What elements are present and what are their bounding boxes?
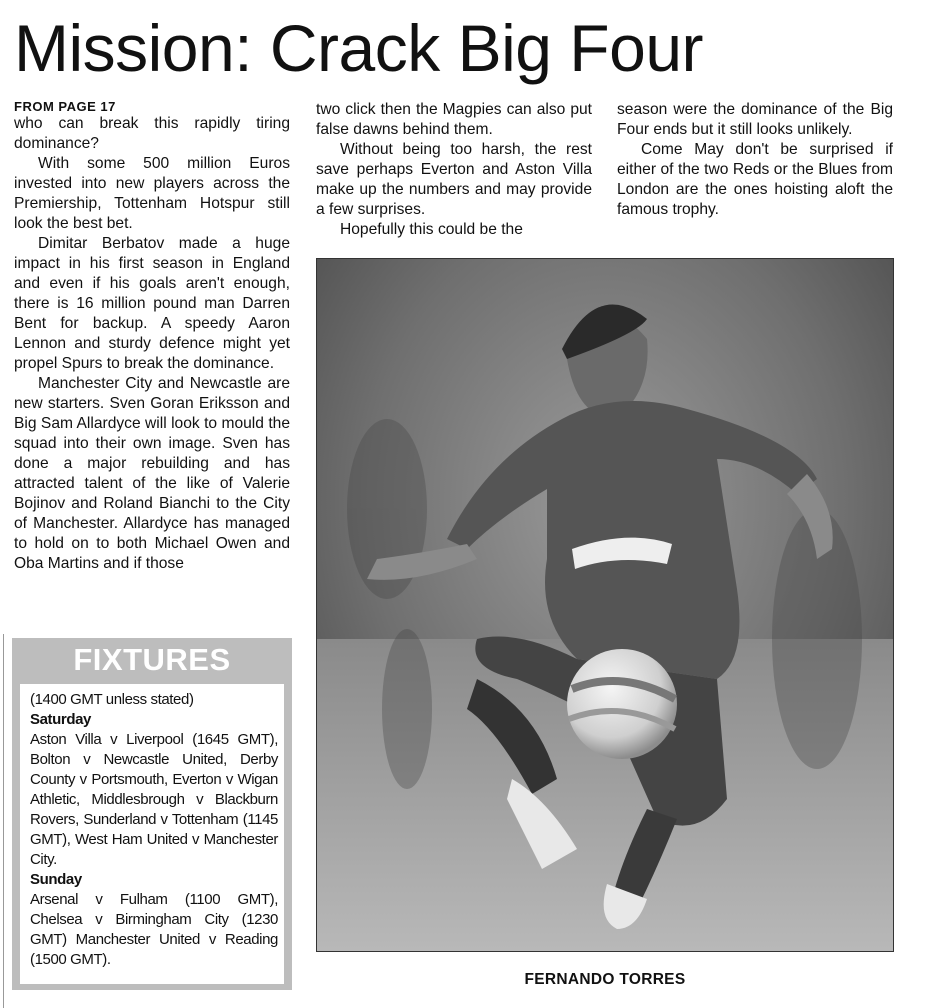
fixtures-list <box>20 684 284 984</box>
photo-caption: FERNANDO TORRES <box>524 971 686 988</box>
player-photo-graphic <box>317 259 893 951</box>
fixtures-note: (1400 GMT unless stated) <box>30 691 194 708</box>
fixtures-day-saturday: Saturday <box>30 711 91 728</box>
fixtures-saturday-games: Aston Villa v Liverpool (1645 GMT), Bolton v Newcastle United, Derby County v Portsmouth, Everton v Wigan Athletic, Middlesbrough v Blackburn Rovers, Sunderland v Tottenham (1145 GMT), West Ham United v Manchester City. <box>30 731 278 868</box>
paragraph: Come May don't be surprised if either of the two Reds or the Blues from London are the ones hoisting aloft the famous trophy. <box>617 141 893 218</box>
paragraph: With some 500 million Euros invested into new players across the Premiership, Tottenham Hotspur still look the best bet. <box>14 155 290 232</box>
fixtures-sunday-games: Arsenal v Fulham (1100 GMT), Chelsea v Birmingham City (1230 GMT) Manchester United v Reading (1500 GMT). <box>30 891 278 968</box>
paragraph: Manchester City and Newcastle are new starters. Sven Goran Eriksson and Big Sam Allardyce will look to mould the squad into their own image. Sven has done a major rebuilding and has attracted talent of the like of Valerie Bojinov and Roland Bianchi to the City of Manchester. Allardyce has managed to hold on to both Michael Owen and Oba Martins and if those <box>14 375 290 572</box>
paragraph: Dimitar Berbatov made a huge impact in his first season in England and even if his goals aren't enough, there is 16 million pound man Darren Bent for backup. A speedy Aaron Lennon and sturdy defence might yet propel Spurs to break the dominance. <box>14 235 290 372</box>
paragraph: Hopefully this could be the <box>340 221 523 238</box>
article-column-1 <box>14 100 290 574</box>
column-rule <box>3 634 4 1008</box>
article-column-3 <box>617 100 893 220</box>
fixtures-title: FIXTURES <box>73 642 231 677</box>
player-photo <box>316 258 894 952</box>
from-page-label: FROM PAGE 17 <box>14 99 116 114</box>
article-column-2 <box>316 100 592 240</box>
fixtures-box <box>12 638 292 990</box>
fixtures-day-sunday: Sunday <box>30 871 82 888</box>
paragraph: Without being too harsh, the rest save perhaps Everton and Aston Villa make up the numbers and may provide a few surprises. <box>316 141 592 218</box>
paragraph: who can break this rapidly tiring dominance? <box>14 115 290 152</box>
headline: Mission: Crack Big Four <box>14 11 704 85</box>
paragraph: season were the dominance of the Big Four ends but it still looks unlikely. <box>617 101 893 138</box>
paragraph: two click then the Magpies can also put false dawns behind them. <box>316 101 592 138</box>
